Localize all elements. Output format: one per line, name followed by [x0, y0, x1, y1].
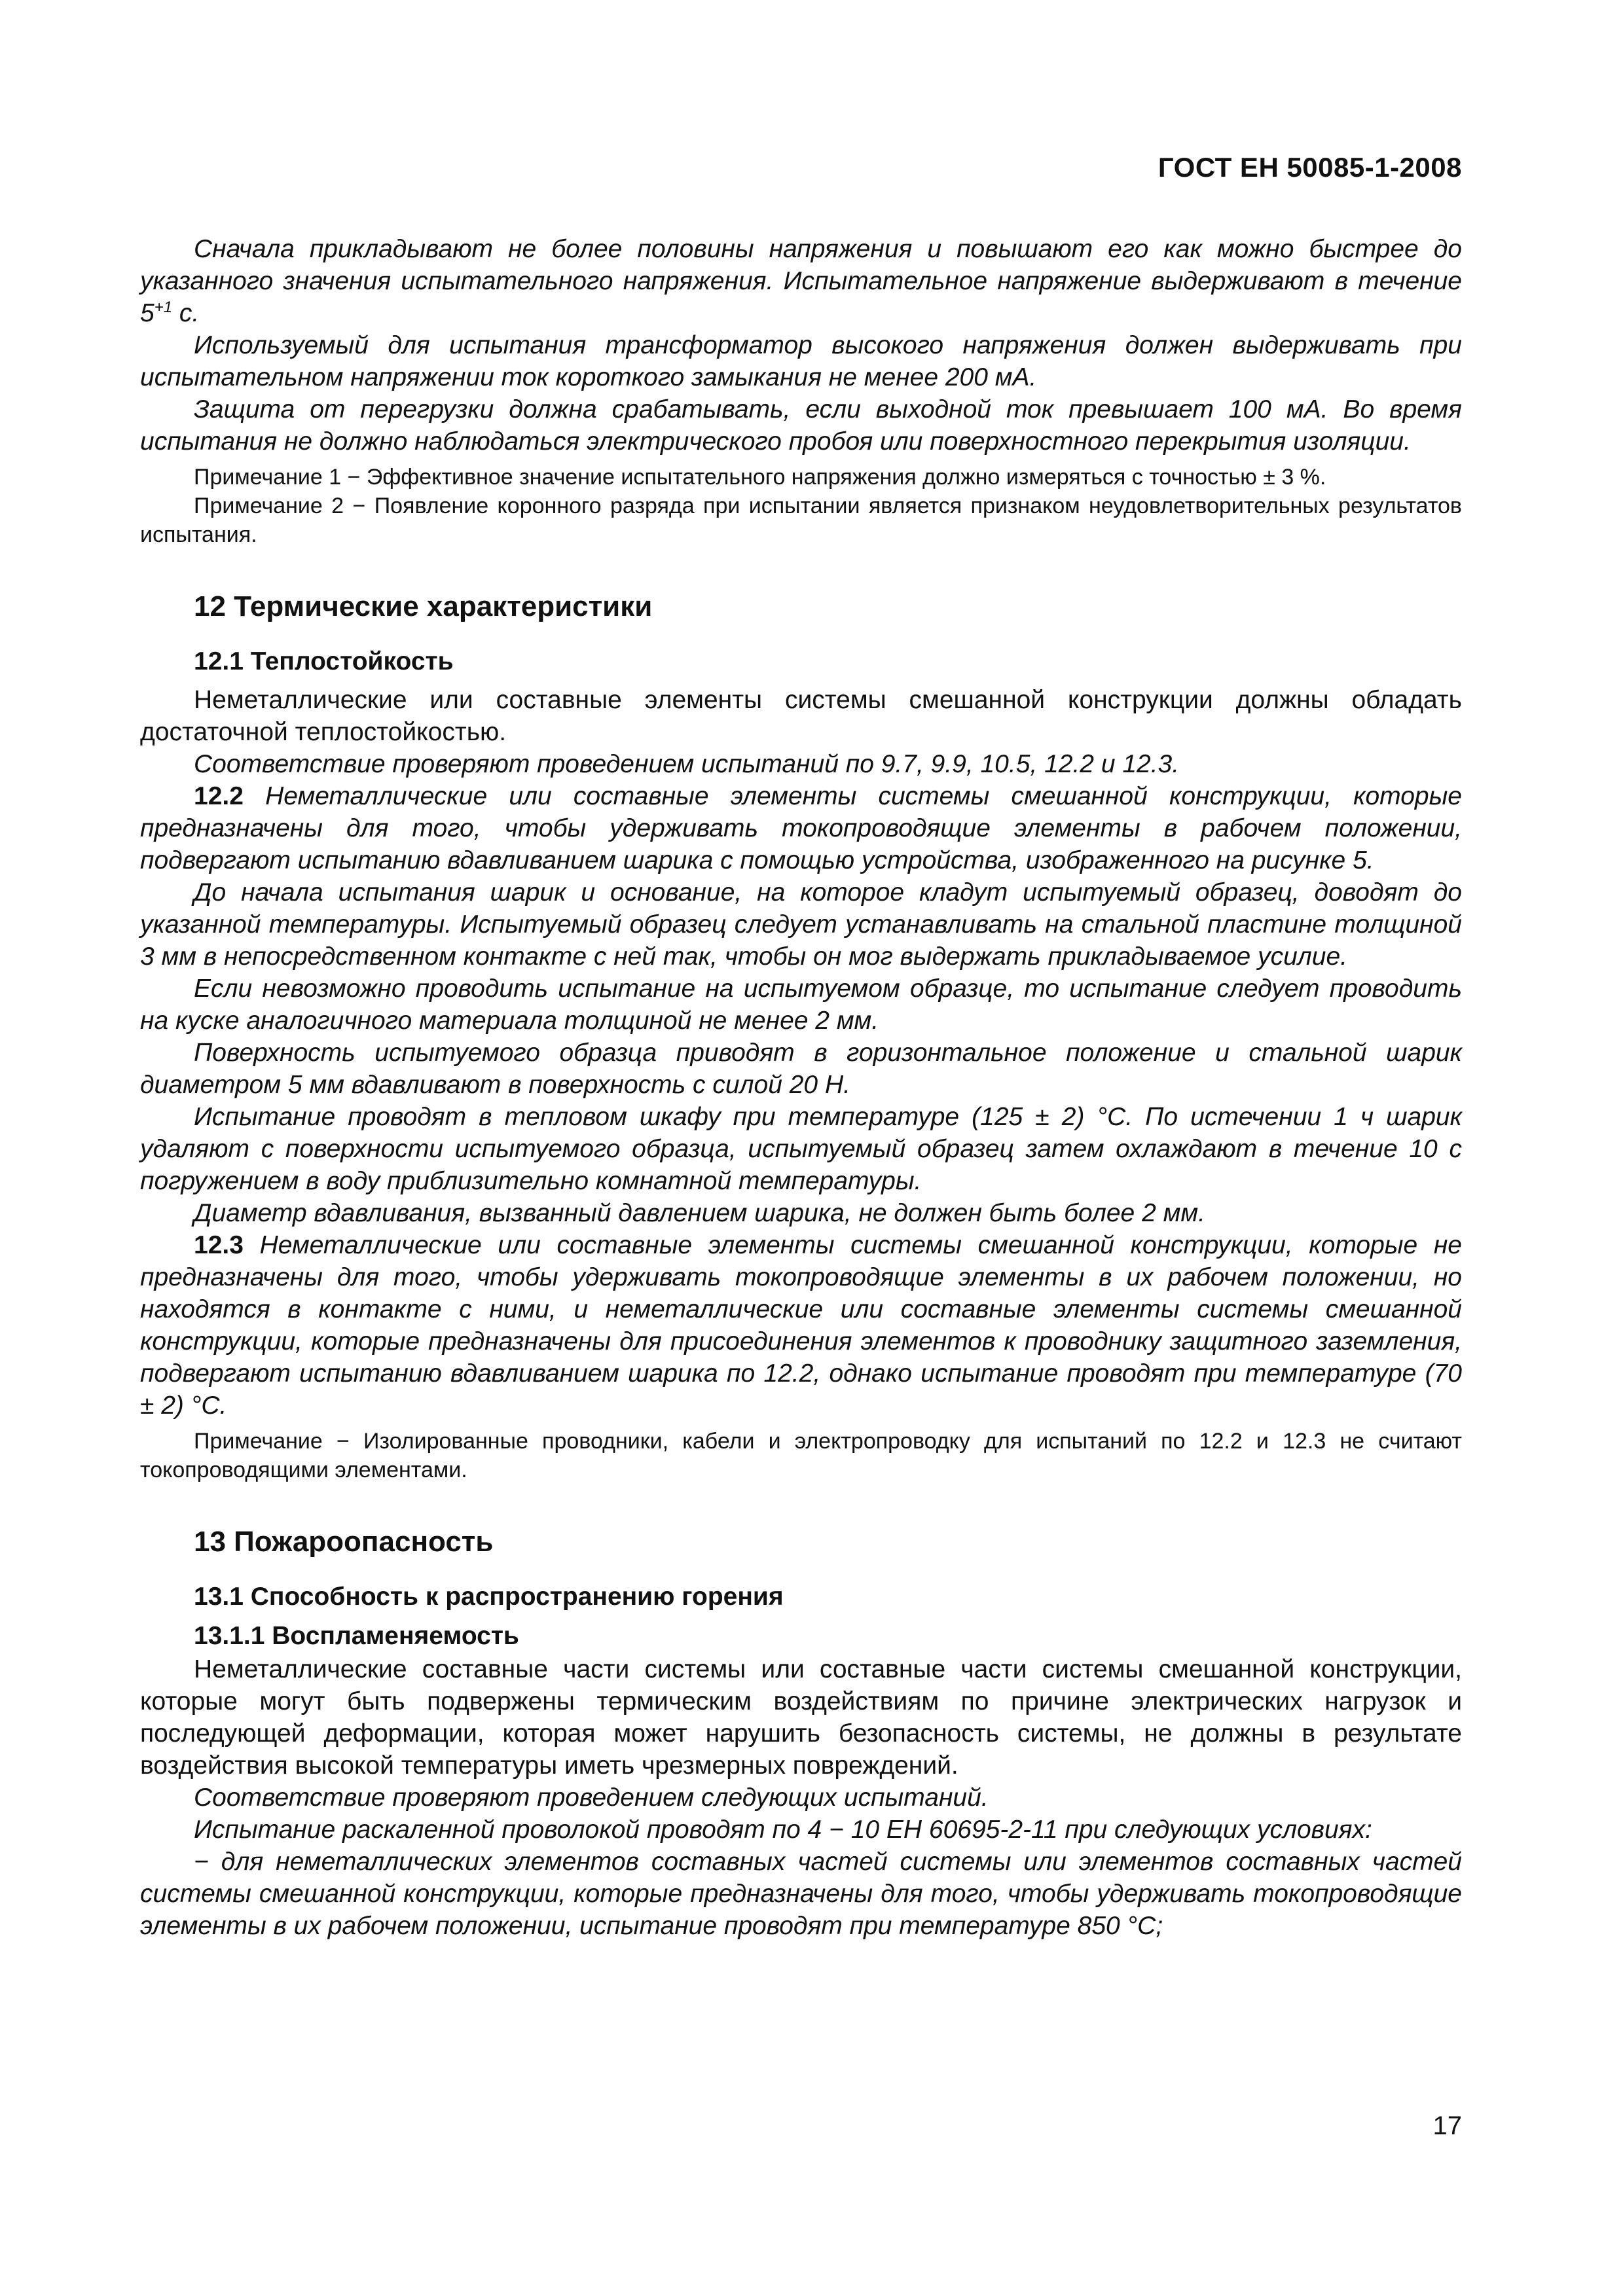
note-conductors: Примечание − Изолированные проводники, кабели и электропроводку для испытаний по 12.2 и 12.3 не считают токопроводящими элементами.: [140, 1429, 1462, 1482]
clause-number: 12.3: [194, 1231, 244, 1259]
clause-number: 12.2: [194, 782, 244, 810]
paragraph-overload: Защита от перегрузки должна срабатывать, если выходной ток превышает 100 мА. Во время испытания не должно наблюдаться электрического пробоя или поверхностного перекрытия изоляции.: [140, 395, 1462, 456]
paragraph-text: Неметаллические или составные элементы системы смешанной конструкции, которые предназначены для того, чтобы удерживать токопроводящие элементы в рабочем положении, подвергают испытанию вдавливанием шарика с помощью устройства, изображенного на рисунке 5.: [140, 782, 1462, 874]
paragraph-12-3: [140, 1229, 1462, 1422]
section-12-1-heading: 12.1 Теплостойкость: [194, 647, 454, 675]
paragraph-ball-base: До начала испытания шарик и основание, на которое кладут испытуемый образец, доводят до указанной температуры. Испытуемый образец следует устанавливать на стальной пластине толщиной 3 мм в непосредственном контакте с ней так, чтобы он мог выдержать прикладываемое усилие.: [140, 878, 1462, 971]
paragraph-12-2: [140, 780, 1462, 876]
document-id: ГОСТ ЕН 50085-1-2008: [1158, 152, 1462, 183]
paragraph-compliance-12: Соответствие проверяют проведением испытаний по 9.7, 9.9, 10.5, 12.2 и 12.3.: [194, 750, 1180, 778]
paragraph-flammability: Неметаллические составные части системы или составные части системы смешанной конструкции, которые могут быть подвержены термическим воздействиям по причине электрических нагрузок и последующей деформации, которая может нарушить безопасность системы, не должны в результате воздействия высокой температуры иметь чрезмерных повреждений.: [140, 1655, 1462, 1780]
page-number: 17: [1432, 2111, 1462, 2140]
section-13-1-1-heading: 13.1.1 Воспламеняемость: [194, 1622, 519, 1650]
section-13-heading: 13 Пожароопасность: [194, 1526, 494, 1558]
paragraph-glow-wire: Испытание раскаленной проволокой проводят по 4 − 10 ЕН 60695-2-11 при следующих условиях:: [194, 1816, 1372, 1844]
paragraph-heat-resistance: Неметаллические или составные элементы системы смешанной конструкции должны обладать достаточной теплостойкостью.: [140, 686, 1462, 746]
paragraph-steel-ball: Поверхность испытуемого образца приводят в горизонтальное положение и стальной шарик диаметром 5 мм вдавливают в поверхность с силой 20 Н.: [140, 1039, 1462, 1099]
paragraph-transformer: Используемый для испытания трансформатор высокого напряжения должен выдерживать при испытательном напряжении ток короткого замыкания не менее 200 мА.: [140, 331, 1462, 391]
paragraph-text: Сначала прикладывают не более половины напряжения и повышают его как можно быстрее до указанного значения испытательного напряжения. Испытательное напряжение выдерживают в течение 5: [140, 235, 1462, 327]
paragraph-text: Неметаллические или составные элементы системы смешанной конструкции, которые не предназначены для того, чтобы удерживать токопроводящие элементы в их рабочем положении, но находятся в контакте с ними, и неметаллические или составные элементы системы смешанной конструкции, которые предназначены для присоединения элементов к проводнику защитного заземления, подвергают испытанию вдавливанием шарика по 12.2, однако испытание проводят при температуре (70 ± 2) °С.: [140, 1231, 1462, 1420]
note-1: Примечание 1 − Эффективное значение испытательного напряжения должно измеряться с точностью ± 3 %.: [194, 465, 1326, 490]
superscript: +1: [154, 298, 173, 316]
paragraph-similar-material: Если невозможно проводить испытание на испытуемом образце, то испытание следует проводить на куске аналогичного материала толщиной не менее 2 мм.: [140, 975, 1462, 1035]
note-2: Примечание 2 − Появление коронного разряда при испытании является признаком неудовлетворительных результатов испытания.: [140, 493, 1462, 547]
paragraph-compliance-13: Соответствие проверяют проведением следующих испытаний.: [194, 1784, 989, 1812]
paragraph-indent-diameter: Диаметр вдавливания, вызванный давлением шарика, не должен быть более 2 мм.: [194, 1199, 1205, 1227]
section-13-1-heading: 13.1 Способность к распространению горения: [194, 1583, 784, 1611]
section-12-heading: 12 Термические характеристики: [194, 590, 653, 622]
page-content: [140, 233, 1462, 1942]
paragraph-test-voltage: [140, 233, 1462, 329]
paragraph-text: с.: [172, 299, 200, 327]
paragraph-oven-test: Испытание проводят в тепловом шкафу при температуре (125 ± 2) °С. По истечении 1 ч шарик удаляют с поверхности испытуемого образца, испытуемый образец затем охлаждают в течение 10 с погружением в воду приблизительно комнатной температуры.: [140, 1103, 1462, 1195]
paragraph-glow-wire-condition: − для неметаллических элементов составных частей системы или элементов составных частей системы смешанной конструкции, которые предназначены для того, чтобы удерживать токопроводящие элементы в их рабочем положении, испытание проводят при температуре 850 °С;: [140, 1848, 1462, 1940]
